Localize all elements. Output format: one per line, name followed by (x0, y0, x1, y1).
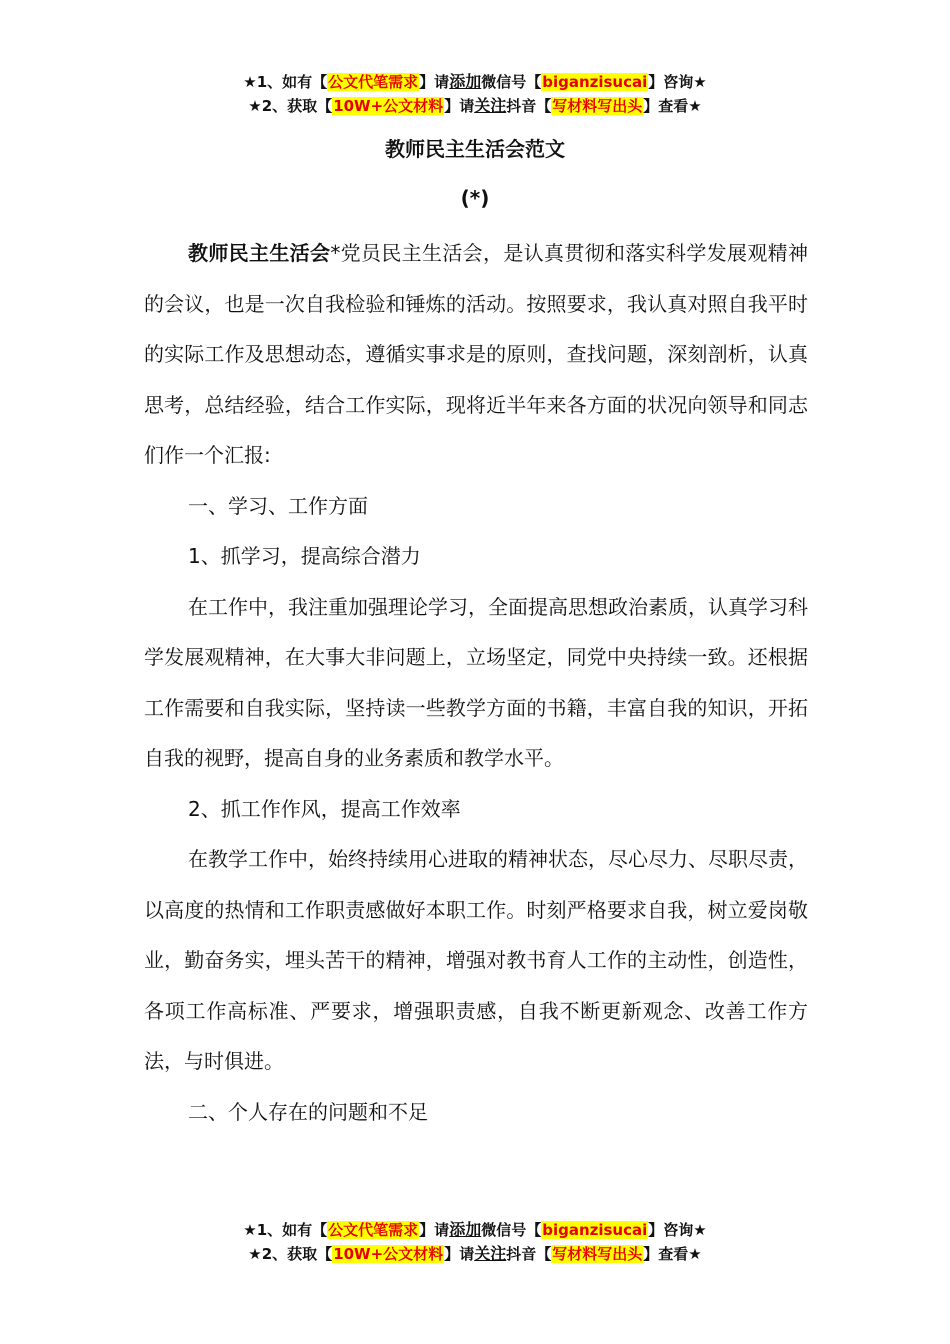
subsection-heading: 1、抓学习，提高综合潜力 (188, 544, 421, 568)
underlined-text: 添加 (449, 72, 482, 91)
banner-text: 微信号【 (481, 73, 542, 91)
section-heading: 二、个人存在的问题和不足 (188, 1099, 428, 1124)
banner-text: 抖音【 (506, 97, 552, 115)
bottom-banner (0, 1218, 950, 1266)
document-subtitle: (*) (460, 186, 490, 210)
highlight-wechat-id: biganzisucai (542, 73, 648, 91)
underlined-text: 关注 (474, 1244, 507, 1263)
section-heading: 一、学习、工作方面 (188, 493, 368, 518)
highlight-douyin-id: 写材料写出头 (552, 1245, 643, 1263)
paragraph: 在教学工作中，始终持续用心进取的精神状态，尽心尽力、尽职尽责，以高度的热情和工作职责感做好本职工作。时刻严格要求自我，树立爱岗敬业，勤奋务实，埋头苦干的精神，增强对教书育人工作的主动性，创造性，各项工作高标准、严要求，增强职责感，自我不断更新观念、改善工作方法，与时俱进。 (144, 847, 808, 1073)
document-title: 教师民主生活会范文 (385, 137, 565, 161)
highlight-douyin-id: 写材料写出头 (552, 97, 643, 115)
banner-line-1 (0, 70, 950, 94)
paragraph (144, 228, 808, 481)
banner-text: 】请 (444, 97, 475, 115)
banner-text: 】请 (419, 73, 450, 91)
banner-line-2 (0, 94, 950, 118)
highlight-service: 公文代笔需求 (328, 1221, 419, 1239)
banner-line-2 (0, 1242, 950, 1266)
top-banner (0, 70, 950, 118)
highlight-materials: 10W+公文材料 (333, 97, 444, 115)
highlight-service: 公文代笔需求 (328, 73, 419, 91)
lead-bold-text: 教师民主生活会 (188, 241, 331, 265)
subsection-heading: 2、抓工作作风，提高工作效率 (188, 796, 461, 821)
banner-text: 】咨询★ (648, 1221, 707, 1239)
banner-text: 】查看★ (643, 97, 702, 115)
paragraph-text: *党员民主生活会，是认真贯彻和落实科学发展观精神的会议，也是一次自我检验和锤炼的活动。按照要求，我认真对照自我平时的实际工作及思想动态，遵循实事求是的原则，查找问题，深刻剖析，认真思考，总结经验，结合工作实际，现将近半年来各方面的状况向领导和同志们作一个汇报: (144, 241, 809, 467)
banner-text: 】咨询★ (648, 73, 707, 91)
banner-text: ★2、获取【 (248, 1245, 333, 1263)
banner-text: 抖音【 (506, 1245, 552, 1263)
banner-text: 微信号【 (481, 1221, 542, 1239)
highlight-materials: 10W+公文材料 (333, 1245, 444, 1263)
banner-line-1 (0, 1218, 950, 1242)
highlight-wechat-id: biganzisucai (542, 1221, 648, 1239)
banner-text: 】请 (444, 1245, 475, 1263)
banner-text: 】请 (419, 1221, 450, 1239)
banner-text: 】查看★ (643, 1245, 702, 1263)
banner-text: ★2、获取【 (248, 97, 333, 115)
banner-text: ★1、如有【 (243, 73, 328, 91)
underlined-text: 关注 (474, 96, 507, 115)
document-body (144, 228, 808, 1137)
banner-text: ★1、如有【 (243, 1221, 328, 1239)
underlined-text: 添加 (449, 1220, 482, 1239)
paragraph: 在工作中，我注重加强理论学习，全面提高思想政治素质，认真学习科学发展观精神，在大事大非问题上，立场坚定，同党中央持续一致。还根据工作需要和自我实际，坚持读一些教学方面的书籍，丰富自我的知识，开拓自我的视野，提高自身的业务素质和教学水平。 (144, 594, 808, 770)
